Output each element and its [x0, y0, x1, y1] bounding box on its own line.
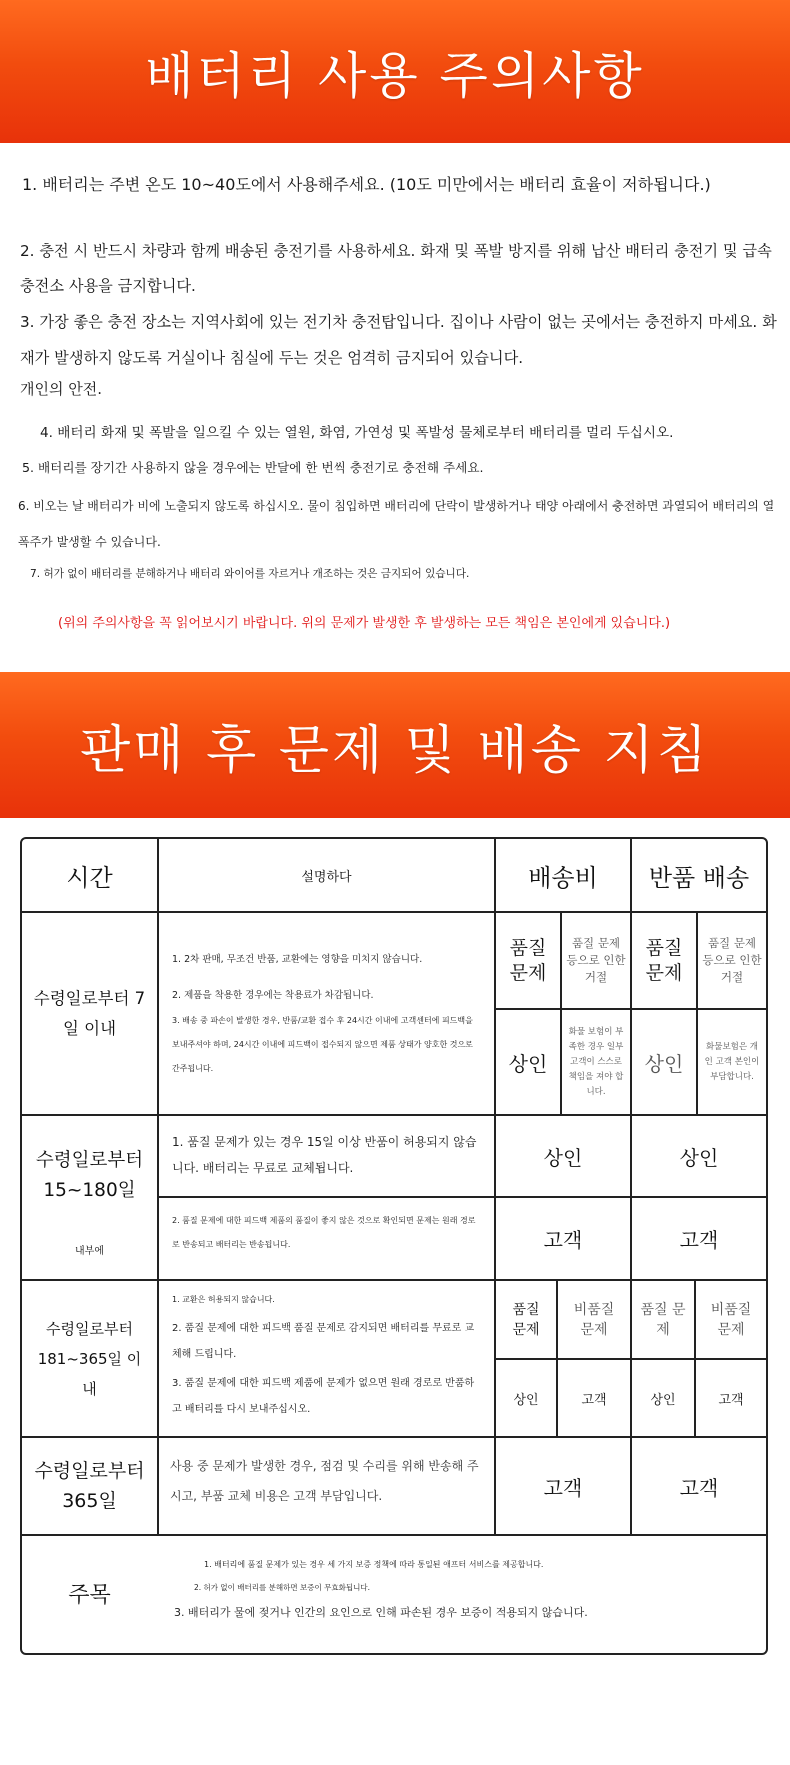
row3-ret-merchant: 상인: [650, 1392, 676, 1408]
row4-time: 수령일로부터 365일: [34, 1460, 145, 1512]
row1-ret-nonquality: 품질 문제 등으로 인한 거절: [702, 936, 762, 984]
row3-ret-quality: 품질 문제: [640, 1301, 686, 1338]
row3-desc-2: 2. 품질 문제에 대한 피드백 품질 문제로 감지되면 배터리를 무료로 교체해 드립니다.: [172, 1323, 475, 1360]
top-banner: [0, 0, 790, 143]
row1-ret-note: 화물보험은 개인 고객 본인이 부담합니다.: [704, 1041, 760, 1082]
section-banner: [0, 672, 790, 818]
row1-fee-note: 화물 보험이 부족한 경우 일부 고객이 스스로 책임을 져야 합니다.: [568, 1026, 624, 1097]
row2-ret-customer: 고객: [679, 1228, 719, 1252]
row1-fee-merchant: 상인: [508, 1051, 548, 1076]
row1-fee-nonquality: 품질 문제 등으로 인한 거절: [566, 936, 626, 984]
precaution-3-tail: 개인의 안전.: [20, 380, 102, 398]
row3-fee-merchant: 상인: [513, 1392, 539, 1408]
precaution-2: 2. 충전 시 반드시 차량과 함께 배송된 충전기를 사용하세요. 화재 및 폭발 방지를 위해 납산 배터리 충전기 및 급속 충전소 사용을 금지합니다.: [20, 242, 772, 295]
header-shipping-fee: 배송비: [528, 863, 598, 892]
row3-ret-customer: 고객: [718, 1392, 744, 1408]
row3-desc-1: 1. 교환은 허용되지 않습니다.: [172, 1295, 275, 1304]
row2-desc-1: 1. 품질 문제가 있는 경우 15일 이상 반품이 허용되지 않습니다. 배터리는 무료로 교체됩니다.: [172, 1135, 477, 1175]
precaution-list: [0, 143, 790, 672]
precaution-1: 1. 배터리는 주변 온도 10~40도에서 사용해주세요. (10도 미만에서는 배터리 효율이 저하됩니다.): [22, 175, 711, 194]
section-title: 판매 후 문제 및 배송 지침: [80, 720, 710, 781]
row2-desc-2: 2. 품질 문제에 대한 피드백 제품의 품질이 좋지 않은 것으로 확인되면 문제는 원래 경로로 반송되고 배터리는 반송됩니다.: [172, 1216, 476, 1249]
row5-note-2: 2. 허가 없이 배터리를 분해하면 보증이 무효화됩니다.: [194, 1583, 370, 1592]
after-sales-table: [20, 837, 768, 1655]
row2-fee-customer: 고객: [543, 1228, 583, 1252]
row2-time: 수령일로부터 15~180일: [35, 1150, 144, 1201]
row3-time: 수령일로부터 181~365일 이내: [37, 1319, 142, 1398]
row5-note-3: 3. 배터리가 물에 젖거나 인간의 요인으로 인해 파손된 경우 보증이 적용되지 않습니다.: [174, 1606, 588, 1619]
row3-fee-customer: 고객: [581, 1392, 607, 1408]
row3-desc-3: 3. 품질 문제에 대한 피드백 제품에 문제가 없으면 원래 경로로 반품하고 배터리를 다시 보내주십시오.: [172, 1378, 475, 1415]
row3-ret-nonquality: 비품질 문제: [710, 1301, 752, 1338]
header-description: 설명하다: [301, 869, 352, 885]
precaution-4: 4. 배터리 화재 및 폭발을 일으킬 수 있는 열원, 화염, 가연성 및 폭발성 물체로부터 배터리를 멀리 두십시오.: [40, 425, 674, 441]
warning-text: (위의 주의사항을 꼭 읽어보시기 바랍니다. 위의 문제가 발생한 후 발생하는 모든 책임은 본인에게 있습니다.): [58, 616, 671, 631]
row4-fee: 고객: [543, 1475, 583, 1500]
header-time: 시간: [66, 863, 113, 892]
header-return-shipping: 반품 배송: [648, 863, 750, 892]
row4-desc: 사용 중 문제가 발생한 경우, 점검 및 수리를 위해 반송해 주시고, 부품 교체 비용은 고객 부담입니다.: [170, 1459, 479, 1503]
row2-fee-merchant: 상인: [543, 1145, 583, 1170]
row2-ret-merchant: 상인: [679, 1145, 719, 1170]
banner-title: 배터리 사용 주의사항: [145, 46, 645, 105]
row1-desc-3: 3. 배송 중 파손이 발생한 경우, 반품/교환 접수 후 24시간 이내에 고객센터에 피드백을 보내주셔야 하며, 24시간 이내에 피드백이 접수되지 않으면 제품 상태가 양호한 것으로 간주됩니다.: [172, 1016, 473, 1073]
row1-desc-1: 1. 2차 판매, 무조건 반품, 교환에는 영향을 미치지 않습니다.: [172, 954, 423, 965]
row2-time-sub: 내부에: [75, 1245, 104, 1257]
precaution-3: 3. 가장 좋은 충전 장소는 지역사회에 있는 전기차 충전탑입니다. 집이나 사람이 없는 곳에서는 충전하지 마세요. 화재가 발생하지 않도록 거실이나 침실에 두는 것은 엄격히 금지되어 있습니다.: [20, 313, 777, 367]
row3-fee-nonquality: 비품질 문제: [573, 1301, 615, 1338]
row1-ret-quality: 품질 문제: [645, 936, 683, 984]
row1-ret-merchant: 상인: [644, 1051, 684, 1076]
precaution-5: 5. 배터리를 장기간 사용하지 않을 경우에는 반달에 한 번씩 충전기로 충전해 주세요.: [22, 460, 484, 475]
row5-label: 주목: [68, 1583, 111, 1608]
row4-ret: 고객: [679, 1475, 719, 1500]
row1-time: 수령일로부터 7일 이내: [33, 988, 146, 1038]
precaution-7: 7. 허가 없이 배터리를 분해하거나 배터리 와이어를 자르거나 개조하는 것은 금지되어 있습니다.: [30, 568, 470, 580]
precaution-6: 6. 비오는 날 배터리가 비에 노출되지 않도록 하십시오. 물이 침입하면 배터리에 단락이 발생하거나 태양 아래에서 충전하면 과열되어 배터리의 열 폭주가 발생할 수 있습니다.: [18, 499, 775, 549]
row3-fee-quality: 품질 문제: [512, 1301, 540, 1338]
row1-fee-quality: 품질 문제: [509, 936, 547, 984]
row1-desc-2: 2. 제품을 착용한 경우에는 착용료가 차감됩니다.: [172, 990, 374, 1001]
row5-note-1: 1. 배터리에 품질 문제가 있는 경우 세 가지 보증 정책에 따라 통일된 애프터 서비스를 제공합니다.: [204, 1560, 544, 1569]
